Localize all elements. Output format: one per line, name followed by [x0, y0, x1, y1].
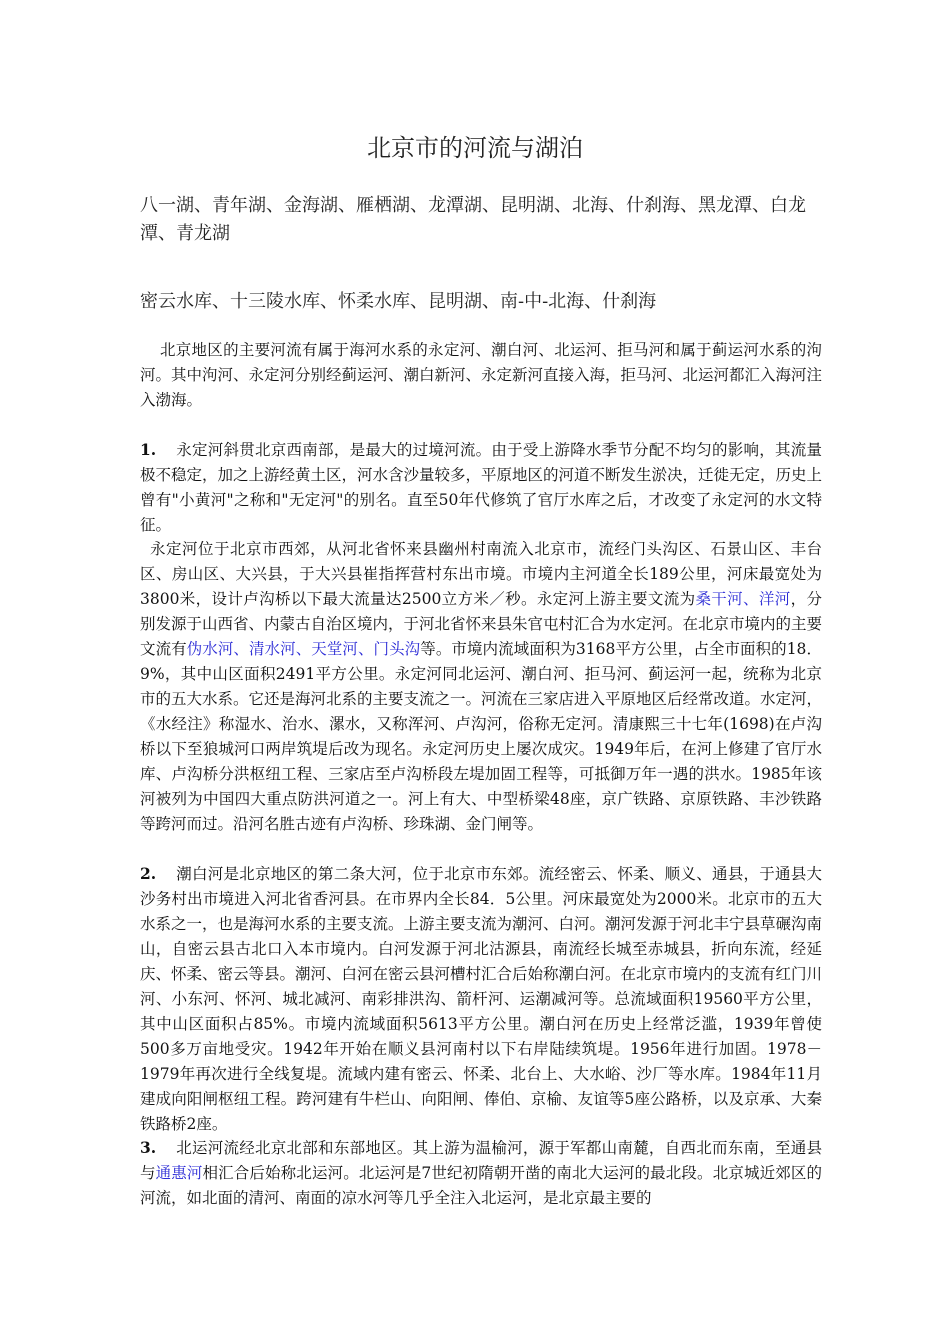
paragraph-text: 潮白河是北京地区的第二条大河，位于北京市东郊。流经密云、怀柔、顺义、通县，于通县大沙务村出市境进入河北省香河县。在市界内全长84．5公里。河床最宽处为2000米。北京市的五大水系之一，也是海河水系的主要支流。上游主要支流为潮河、白河。潮河发源于河北丰宁县草碾沟南山，自密云县古北口入本市境内。白河发源于河北沽源县，南流经长城至赤城县，折向东流，经延庆、怀柔、密云等县。潮河、白河在密云县河槽村汇合后始称潮白河。在北京市境内的支流有红门川河、小东河、怀河、城北减河、南彩排洪沟、箭杆河、运潮减河等。总流域面积19560平方公里，其中山区面积占85%。市境内流域面积5613平方公里。潮白河在历史上经常泛滥，1939年曾使500多万亩地受灾。1942年开始在顺义县河南村以下右岸陆续筑堤。1956年进行加固。1978－1979年再次进行全线复堤。流域内建有密云、怀柔、北台上、大水峪、沙厂等水库。1984年11月建成向阳闸枢纽工程。跨河建有牛栏山、向阳闸、俸伯、京榆、友谊等5座公路桥，以及京承、大秦铁路桥2座。	[140, 865, 823, 1133]
lakes-list: 八一湖、青年湖、金海湖、雁栖湖、龙潭湖、昆明湖、北海、什刹海、黑龙潭、白龙潭、青龙湖	[140, 195, 806, 244]
link-tonghui-river[interactable]: 通惠河	[155, 1164, 203, 1182]
paragraph-text: 永定河斜贯北京西南部，是最大的过境河流。由于受上游降水季节分配不均匀的影响，其流量极不稳定，加之上游经黄土区，河水含沙量较多，平原地区的河道不断发生淤决，迁徙无定，历史上曾有"小黄河"之称和"无定河"的别名。直至50年代修筑了官厅水库之后，才改变了永定河的水文特征。	[140, 441, 823, 534]
page-title: 北京市的河流与湖泊	[367, 134, 583, 162]
link-sanggan-yang-rivers[interactable]: 桑干河、洋河	[695, 590, 791, 608]
paragraph-text: 北运河流经北京北部和东部地区。其上游为温榆河，源于军都山南麓，自西北而东南，至通县与	[140, 1139, 822, 1182]
section-chaobai-river	[140, 861, 822, 1137]
section-number: 1.	[140, 440, 157, 459]
link-tributaries[interactable]: 伪水河、清水河、天堂河、门头沟	[186, 640, 421, 658]
section-north-canal	[140, 1135, 822, 1211]
reservoirs-list: 密云水库、十三陵水库、怀柔水库、昆明湖、南-中-北海、什刹海	[140, 291, 657, 312]
paragraph-text: ，分别发源于山西省、内蒙古自治区境内，于河北省怀来县朱官屯村汇合为水定河。在北京市境内的主要文流有	[140, 590, 823, 658]
intro-paragraph: 北京地区的主要河流有属于海河水系的永定河、潮白河、北运河、拒马河和属于蓟运河水系的泃河。其中泃河、永定河分别经蓟运河、潮白新河、永定新河直接入海，拒马河、北运河都汇入海河注入渤海。	[140, 341, 823, 409]
paragraph-text: 等。市境内流域面积为3168平方公里，占全市面积的18．9%，其中山区面积2491平方公里。永定河同北运河、潮白河、拒马河、蓟运河一起，统称为北京市的五大水系。它还是海河北系的主要支流之一。河流在三家店进入平原地区后经常改道。水定河，《水经注》称湿水、治水、漯水，又称浑河、卢沟河，俗称无定河。清康熙三十七年(1698)在卢沟桥以下至狼城河口两岸筑堤后改为现名。永定河历史上屡次成灾。1949年后，在河上修建了官厅水库、卢沟桥分洪枢纽工程、三家店至卢沟桥段左堤加固工程等，可抵御万年一遇的洪水。1985年该河被列为中国四大重点防洪河道之一。河上有大、中型桥梁48座，京广铁路、京原铁路、丰沙铁路等跨河而过。沿河名胜古迹有卢沟桥、珍珠湖、金门闸等。	[140, 640, 823, 833]
section-number: 2.	[140, 864, 157, 883]
paragraph-text: 相汇合后始称北运河。北运河是7世纪初隋朝开凿的南北大运河的最北段。北京城近郊区的河流，如北面的清河、南面的凉水河等几乎全注入北运河，是北京最主要的	[140, 1164, 822, 1207]
section-number: 3.	[140, 1138, 157, 1157]
paragraph-text: 永定河位于北京市西郊，从河北省怀来县幽州村南流入北京市，流经门头沟区、石景山区、丰台区、房山区、大兴县，于大兴县崔指挥营村东出市境。市境内主河道全长189公里，河床最宽处为3800米，设计卢沟桥以下最大流量达2500立方米／秒。永定河上游主要文流为	[140, 540, 822, 608]
section-yongding-river	[140, 437, 822, 538]
yongding-detail-paragraph	[140, 537, 822, 837]
